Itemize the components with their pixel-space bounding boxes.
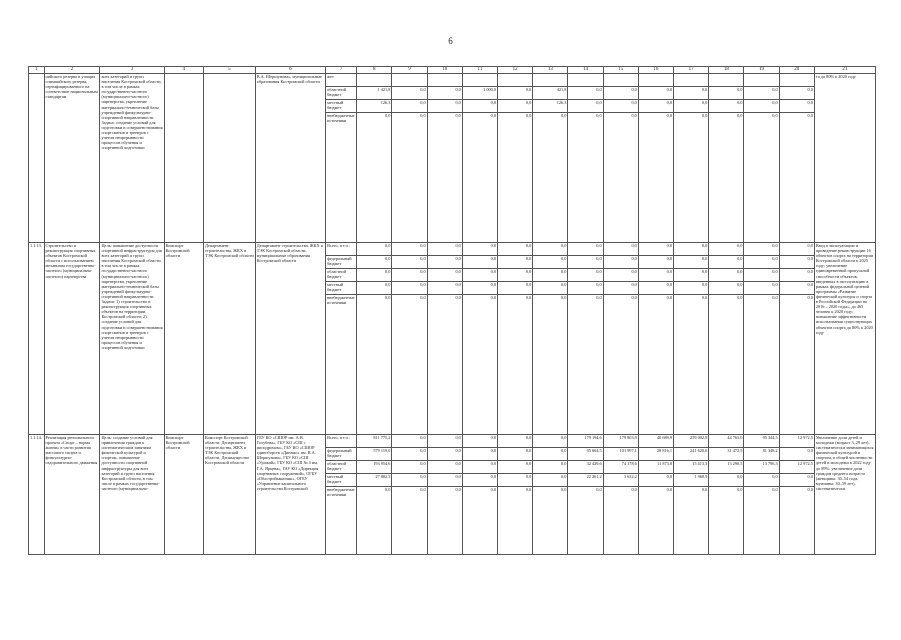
funding-value: 126,3 <box>533 100 568 113</box>
funding-source: Всего, в т.ч.: <box>326 243 357 256</box>
funding-value: 0,0 <box>638 243 673 256</box>
funding-value: 0,0 <box>674 269 709 282</box>
funding-value: 811 775,2 <box>357 435 392 448</box>
col-header: 3 <box>100 67 164 74</box>
funding-value: 0,0 <box>462 487 497 555</box>
funding-value: 0,0 <box>638 269 673 282</box>
funding-value: 0,0 <box>462 243 497 256</box>
measure-participant: В.А. Шершунова», муниципальные образования Костромской области <box>255 74 325 243</box>
financing-row <box>29 435 876 448</box>
funding-value: 0,0 <box>603 243 638 256</box>
funding-value: 0,0 <box>498 87 533 100</box>
funding-value: 0,0 <box>638 295 673 435</box>
funding-value: 0,0 <box>462 113 497 243</box>
funding-value: 0,0 <box>462 448 497 461</box>
funding-source: областной бюджет <box>326 461 357 474</box>
funding-value: 0,0 <box>744 269 779 282</box>
funding-value: 0,0 <box>779 282 814 295</box>
funding-source: внебюджетные источники <box>326 113 357 243</box>
measure-customer: Комспорт Костромской области <box>164 435 203 555</box>
funding-value: 0,0 <box>427 295 462 435</box>
measure-executor: Департамент строительства, ЖКХ и ТЭК Костромской области <box>203 243 255 435</box>
funding-value: 13 290,5 <box>709 461 744 474</box>
funding-value: 0,0 <box>533 113 568 243</box>
funding-value: 0,0 <box>498 256 533 269</box>
measure-name: Реализация регионального проекта «Спорт – норма жизни» в части развития массового спорта и физкультурно-оздоровительного движения <box>44 435 100 555</box>
funding-value: 0,0 <box>638 100 673 113</box>
funding-value: 0,0 <box>603 295 638 435</box>
funding-value: 0,0 <box>357 256 392 269</box>
funding-value: 579 119,0 <box>357 448 392 461</box>
funding-value: 0,0 <box>498 100 533 113</box>
funding-value: 0,0 <box>357 295 392 435</box>
funding-value: 0,0 <box>744 113 779 243</box>
funding-value: 0,0 <box>568 295 603 435</box>
funding-value: 0,0 <box>568 256 603 269</box>
funding-value <box>709 74 744 87</box>
col-header: 20 <box>779 67 814 74</box>
funding-value: 179 803,9 <box>603 435 638 448</box>
funding-value: 0,0 <box>638 282 673 295</box>
funding-value: 12 972,5 <box>779 435 814 448</box>
funding-value <box>744 74 779 87</box>
funding-value: 0,0 <box>392 461 427 474</box>
funding-value: 0,0 <box>462 100 497 113</box>
funding-source: федеральный бюджет <box>326 256 357 269</box>
funding-value: 0,0 <box>603 282 638 295</box>
funding-value: 27 882,3 <box>357 474 392 487</box>
funding-value: 0,0 <box>498 282 533 295</box>
funding-value <box>427 74 462 87</box>
funding-value: 0,0 <box>674 487 709 555</box>
funding-value: 0,0 <box>779 487 814 555</box>
funding-source: жет <box>326 74 357 87</box>
funding-value: 0,0 <box>744 100 779 113</box>
funding-value: 0,0 <box>709 256 744 269</box>
funding-value: 0,0 <box>779 295 814 435</box>
funding-value: 0,0 <box>603 487 638 555</box>
funding-value: 0,0 <box>427 87 462 100</box>
funding-value: 0,0 <box>427 269 462 282</box>
funding-value: 0,0 <box>603 256 638 269</box>
measure-name: Строительство и реконструкция спортивных объектов Костромской области с использованием механизма государственно-частного (муниципально-частного) партнерства <box>44 243 100 435</box>
funding-value: 0,0 <box>533 474 568 487</box>
funding-value: 0,0 <box>709 269 744 282</box>
funding-value <box>533 74 568 87</box>
funding-value: 0,0 <box>533 269 568 282</box>
col-header: 11 <box>462 67 497 74</box>
funding-value: 0,0 <box>638 487 673 555</box>
funding-value: 3 632,2 <box>603 474 638 487</box>
funding-value: 0,0 <box>709 282 744 295</box>
funding-value: 0,0 <box>498 435 533 448</box>
funding-value: 0,0 <box>462 435 497 448</box>
funding-value <box>462 74 497 87</box>
col-header: 9 <box>392 67 427 74</box>
measure-name: пийского резерва и учащих олимпийского резерва, сертифицированного на соответствие национальным стандартам <box>44 74 100 243</box>
funding-source: внебюджетные источники <box>326 295 357 435</box>
funding-value: 0,0 <box>674 87 709 100</box>
funding-value: 1 968,9 <box>674 474 709 487</box>
col-header: 2 <box>44 67 100 74</box>
funding-value: 0,0 <box>498 448 533 461</box>
funding-value <box>392 74 427 87</box>
col-header: 7 <box>326 67 357 74</box>
funding-value: 0,0 <box>568 282 603 295</box>
col-header: 12 <box>498 67 533 74</box>
funding-value <box>357 74 392 87</box>
funding-value: 0,0 <box>357 113 392 243</box>
funding-value: 81 348,2 <box>744 448 779 461</box>
funding-value: 0,0 <box>462 269 497 282</box>
column-number-row <box>29 67 876 74</box>
funding-value: 0,0 <box>427 282 462 295</box>
col-header: 8 <box>357 67 392 74</box>
funding-value: 0,0 <box>779 448 814 461</box>
funding-value: 0,0 <box>427 243 462 256</box>
financing-row <box>29 243 876 256</box>
funding-value: 259 002,8 <box>674 435 709 448</box>
funding-source: федеральный бюджет <box>326 448 357 461</box>
funding-value: 0,0 <box>674 295 709 435</box>
measure-goal: Цель: создание условий для привлечения граждан к систематическим занятиям физической культурой и спортом, повышение доступности спортивной инфраструктуры для всех категорий и групп населения Костромской области, в том числе в рамках государственно-частного (муниципально- <box>100 435 164 555</box>
funding-value: 0,0 <box>674 243 709 256</box>
funding-value: 193 954,6 <box>357 461 392 474</box>
col-header: 17 <box>674 67 709 74</box>
funding-value: 0,0 <box>709 487 744 555</box>
funding-value: 0,0 <box>392 487 427 555</box>
funding-value: 0,0 <box>427 435 462 448</box>
funding-value: 0,0 <box>779 87 814 100</box>
col-header: 5 <box>203 67 255 74</box>
funding-value: 0,0 <box>709 243 744 256</box>
col-header: 16 <box>638 67 673 74</box>
funding-value: 13 796,3 <box>744 461 779 474</box>
funding-value: 22 261,2 <box>568 474 603 487</box>
funding-value: 0,0 <box>744 295 779 435</box>
funding-value: 0,0 <box>568 487 603 555</box>
funding-value <box>638 74 673 87</box>
funding-value: 1 000,0 <box>462 87 497 100</box>
funding-value: 0,0 <box>674 256 709 269</box>
page-number: 6 <box>448 36 453 46</box>
funding-value: 0,0 <box>779 243 814 256</box>
funding-value: 0,0 <box>744 487 779 555</box>
measure-number <box>29 74 45 243</box>
funding-value <box>498 74 533 87</box>
funding-value: 40 689,9 <box>638 435 673 448</box>
funding-source: местный бюджет <box>326 100 357 113</box>
funding-value: 0,0 <box>674 100 709 113</box>
funding-value: 0,0 <box>603 113 638 243</box>
col-header: 15 <box>603 67 638 74</box>
funding-value: 0,0 <box>392 448 427 461</box>
funding-value: 0,0 <box>462 282 497 295</box>
col-header: 13 <box>533 67 568 74</box>
funding-value: 0,0 <box>779 256 814 269</box>
measure-participant: ГБУ КО «СШОР им. А.В. Голубева», ГБУ КО «СШ с ипподромом», ГБУ КО «СШОР единоборств «Динамо» им. В.А. Шершунова», ГБУ КО «СШ «Урожай», ГБУ КО «СШ № 3 им. Г.А. Ярцева», ГАУ КО «Дирекция спортивных сооружений», ОГБУ «Облстройзаказчик», ОГБУ «Управление капитального строительства Костромской <box>255 435 325 555</box>
funding-value: 44 763,0 <box>709 435 744 448</box>
funding-value: 0,0 <box>392 256 427 269</box>
funding-value: 0,0 <box>709 113 744 243</box>
funding-value: 0,0 <box>744 282 779 295</box>
funding-value: 0,0 <box>638 87 673 100</box>
funding-value: 421,8 <box>533 87 568 100</box>
funding-value: 0,0 <box>392 113 427 243</box>
funding-value: 0,0 <box>744 87 779 100</box>
funding-value: 0,0 <box>674 113 709 243</box>
col-header: 14 <box>568 67 603 74</box>
funding-value <box>674 74 709 87</box>
funding-source: Всего, в т.ч.: <box>326 435 357 448</box>
funding-value: 0,0 <box>533 282 568 295</box>
funding-value: 0,0 <box>498 243 533 256</box>
funding-value: 0,0 <box>568 100 603 113</box>
measure-executor <box>203 74 255 243</box>
funding-value: 0,0 <box>427 100 462 113</box>
funding-value <box>603 74 638 87</box>
budget-table <box>28 66 876 555</box>
funding-value: 95 664,5 <box>568 448 603 461</box>
measure-customer <box>164 74 203 243</box>
funding-value: 0,0 <box>638 474 673 487</box>
funding-value: 0,0 <box>709 295 744 435</box>
funding-value: 0,0 <box>427 474 462 487</box>
expected-result: та до 80% к 2020 году <box>814 74 875 243</box>
funding-value: 0,0 <box>533 243 568 256</box>
funding-value: 0,0 <box>638 113 673 243</box>
funding-value: 0,0 <box>392 282 427 295</box>
measure-executor: Комспорт Костромской области, Департамент строительства, ЖКХ и ТЭК Костромской области, Депимущество Костромской области <box>203 435 255 555</box>
funding-value: 0,0 <box>603 87 638 100</box>
funding-value: 0,0 <box>392 87 427 100</box>
funding-value: 0,0 <box>779 100 814 113</box>
funding-source: внебюджетные источники <box>326 487 357 555</box>
funding-value: 0,0 <box>427 256 462 269</box>
col-header: 6 <box>255 67 325 74</box>
funding-value: 0,0 <box>392 435 427 448</box>
measure-participant: Департамент строительства, ЖКХ и ТЭК Костромской области, муниципальные образования Костромской области <box>255 243 325 435</box>
funding-value: 0,0 <box>392 474 427 487</box>
funding-value: 0,0 <box>533 295 568 435</box>
col-header: 4 <box>164 67 203 74</box>
funding-value: 0,0 <box>498 269 533 282</box>
funding-value: 12 972,5 <box>779 461 814 474</box>
funding-value: 0,0 <box>674 282 709 295</box>
funding-source: местный бюджет <box>326 282 357 295</box>
funding-value: 0,0 <box>709 87 744 100</box>
funding-value: 0,0 <box>427 461 462 474</box>
funding-value: 31 472,5 <box>709 448 744 461</box>
col-header: 19 <box>744 67 779 74</box>
funding-value: 1 421,8 <box>357 87 392 100</box>
col-header: 21 <box>814 67 875 74</box>
funding-value: 0,0 <box>744 474 779 487</box>
expected-result: Ввод в эксплуатацию и проведение реконструкции 16 объектов спорта на территории Костромской области к 2025 году; увеличение единовременной пропускной способности объектов, введенных в эксплуатацию в рамках федеральной целевой программы «Развитие физической культуры и спорта в Российской Федерации на 2016 – 2020 годы», до 465 человек к 2020 году; повышение эффективности использования существующих объектов спорта до 80% к 2020 году <box>814 243 875 435</box>
funding-value: 0,0 <box>357 282 392 295</box>
funding-value: 0,0 <box>498 113 533 243</box>
funding-value: 0,0 <box>533 448 568 461</box>
funding-value: 0,0 <box>638 256 673 269</box>
funding-value: 0,0 <box>498 461 533 474</box>
funding-value: 241 620,6 <box>674 448 709 461</box>
funding-value: 0,0 <box>357 269 392 282</box>
funding-value: 179 194,6 <box>568 435 603 448</box>
funding-value: 0,0 <box>357 243 392 256</box>
funding-value: 0,0 <box>533 256 568 269</box>
funding-value: 0,0 <box>462 256 497 269</box>
funding-value: 0,0 <box>603 269 638 282</box>
funding-value: 0,0 <box>462 474 497 487</box>
funding-value: 0,0 <box>498 487 533 555</box>
funding-value: 15 413,3 <box>674 461 709 474</box>
funding-value: 0,0 <box>392 269 427 282</box>
funding-value: 0,0 <box>568 113 603 243</box>
funding-value: 95 344,5 <box>744 435 779 448</box>
funding-value: 0,0 <box>744 256 779 269</box>
expected-result: Увеличение доли детей и молодежи (возраст 3–29 лет), систематически занимающихся физической культурой и спортом, в общей численности детей и молодежи к 2022 году до 89%; увеличение доли граждан среднего возраста (женщины: 30–54 года, мужчины: 30–59 лет), систематически <box>814 435 875 555</box>
funding-value: 0,0 <box>357 487 392 555</box>
funding-value <box>779 74 814 87</box>
measure-customer: Комспорт Костромской области <box>164 243 203 435</box>
funding-value: 32 429,6 <box>568 461 603 474</box>
funding-value: 101 997,1 <box>603 448 638 461</box>
funding-value: 0,0 <box>533 487 568 555</box>
funding-value: 0,0 <box>533 461 568 474</box>
col-header: 10 <box>427 67 462 74</box>
funding-value: 0,0 <box>779 269 814 282</box>
funding-value: 0,0 <box>462 295 497 435</box>
funding-value: 0,0 <box>498 295 533 435</box>
funding-value: 0,0 <box>392 100 427 113</box>
funding-source: областной бюджет <box>326 87 357 100</box>
funding-value: 0,0 <box>779 474 814 487</box>
funding-value: 0,0 <box>709 100 744 113</box>
funding-value: 0,0 <box>392 295 427 435</box>
funding-value: 11 873,8 <box>638 461 673 474</box>
measure-number: 1.1.13. <box>29 243 45 435</box>
funding-value: 28 816,1 <box>638 448 673 461</box>
financing-row <box>29 74 876 87</box>
funding-value: 0,0 <box>568 243 603 256</box>
measure-number: 1.1.14. <box>29 435 45 555</box>
funding-value: 0,0 <box>779 113 814 243</box>
funding-value: 0,0 <box>498 474 533 487</box>
funding-source: местный бюджет <box>326 474 357 487</box>
funding-value: 0,0 <box>462 461 497 474</box>
funding-value: 126,3 <box>357 100 392 113</box>
funding-value: 0,0 <box>427 487 462 555</box>
funding-value: 0,0 <box>744 243 779 256</box>
funding-value: 0,0 <box>603 100 638 113</box>
funding-value: 0,0 <box>533 435 568 448</box>
funding-value: 0,0 <box>709 474 744 487</box>
funding-source: областной бюджет <box>326 269 357 282</box>
funding-value: 0,0 <box>427 448 462 461</box>
col-header: 18 <box>709 67 744 74</box>
funding-value: 0,0 <box>568 87 603 100</box>
measure-goal: Цель: повышение доступности спортивной инфраструктуры для всех категорий и групп населения Костромской области, в том числе в рамках государственно-частного (муниципально-частного) партнерства, укрепление материально-технической базы учреждений физкультурно-спортивной направленности Задачи: 1) строительство и реконструкция спортивных объектов на территории Костромской области; 2) создание условий для подготовки и совершенствования спортсменов и тренеров с учетом непрерывности процессов обучения и спортивной подготовки <box>100 243 164 435</box>
measure-goal: всех категорий и групп населения Костромской области, в том числе в рамках государственно-частного (муниципально-частного) партнерства, укрепление материально-технической базы учреждений физкультурно-спортивной направленности Задача: создание условий для подготовки и совершенствования спортсменов и тренеров с учетом непрерывности процессов обучения и спортивной подготовки <box>100 74 164 243</box>
col-header: 1 <box>29 67 45 74</box>
funding-value: 0,0 <box>427 113 462 243</box>
funding-value: 0,0 <box>392 243 427 256</box>
funding-value <box>568 74 603 87</box>
funding-value: 0,0 <box>568 269 603 282</box>
funding-value: 74 178,6 <box>603 461 638 474</box>
